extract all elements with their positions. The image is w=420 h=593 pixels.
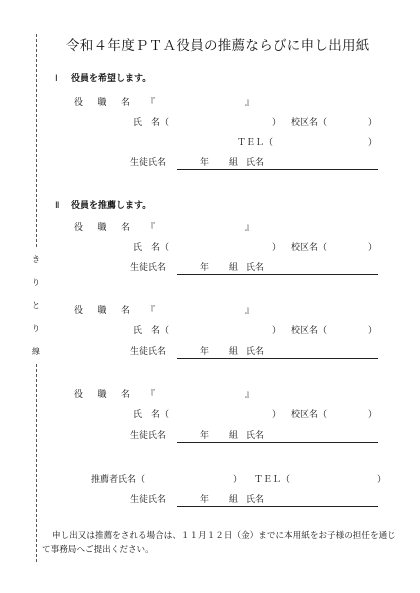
name-label: 氏 名（: [133, 326, 170, 336]
student-name-underline[interactable]: [177, 442, 378, 443]
student-name-label: 生徒氏名: [130, 158, 167, 168]
recommender-name-input[interactable]: [150, 474, 232, 486]
cut-line-char: り: [32, 278, 40, 287]
school-district-input[interactable]: [332, 325, 368, 337]
role-label: 役 職 名: [74, 390, 130, 400]
section-1-number: Ⅰ: [55, 74, 58, 84]
year-label: 年: [200, 431, 210, 441]
name-close: ）: [272, 326, 282, 336]
role-label: 役 職 名: [74, 306, 130, 316]
school-district-close: ）: [368, 326, 378, 336]
name-input[interactable]: [130, 242, 275, 254]
name-close: ）: [272, 118, 282, 128]
name-label: 氏 名（: [133, 243, 170, 253]
recommender-class-label: 組: [229, 495, 239, 505]
year-label: 年: [200, 263, 210, 273]
student-name-underline[interactable]: [177, 169, 378, 170]
student-name-label: 生徒氏名: [130, 431, 167, 441]
cut-line-label: [30, 248, 42, 363]
student-name-label-short: 氏名: [246, 158, 265, 168]
tel-label: ＴＥＬ（: [237, 138, 274, 148]
recommender-student-label: 生徒氏名: [130, 495, 167, 505]
student-name-label-short: 氏名: [246, 431, 265, 441]
name-input[interactable]: [130, 325, 275, 337]
recommender-tel-close: ）: [377, 475, 387, 485]
class-label: 組: [229, 158, 239, 168]
recommender-year-label: 年: [200, 495, 210, 505]
year-label: 年: [200, 158, 210, 168]
recommender-tel-input[interactable]: [302, 474, 376, 486]
role-input[interactable]: 『 』: [146, 98, 255, 108]
school-district-close: ）: [368, 118, 378, 128]
school-district-input[interactable]: [332, 242, 368, 254]
cut-line-char: 線: [32, 347, 40, 356]
submission-note: 申し出又は推薦をされる場合は、１１月１２日（金）までに本用紙をお子様の担任を通じて事務局へご提出ください。: [42, 531, 396, 555]
name-close: ）: [272, 410, 282, 420]
section-2-number: Ⅱ: [55, 201, 60, 211]
class-label: 組: [229, 347, 239, 357]
recommender-name-label: 推薦者氏名（: [91, 475, 146, 485]
recommender-name-close: ）: [233, 475, 243, 485]
student-name-label: 生徒氏名: [130, 347, 167, 357]
role-label: 役 職 名: [74, 98, 130, 108]
name-label: 氏 名（: [133, 118, 170, 128]
cut-line-char: と: [32, 301, 40, 310]
school-district-label: 校区名（: [291, 243, 328, 253]
school-district-label: 校区名（: [291, 118, 328, 128]
recommender-student-underline[interactable]: [177, 506, 378, 507]
student-name-underline[interactable]: [177, 358, 378, 359]
school-district-close: ）: [368, 410, 378, 420]
school-district-close: ）: [368, 243, 378, 253]
school-district-input[interactable]: [332, 409, 368, 421]
role-input[interactable]: 『 』: [146, 390, 255, 400]
student-name-label: 生徒氏名: [130, 263, 167, 273]
tel-close: ）: [368, 138, 378, 148]
school-district-label: 校区名（: [291, 326, 328, 336]
role-input[interactable]: 『 』: [146, 223, 255, 233]
school-district-input[interactable]: [332, 117, 368, 129]
recommender-tel-label: ＴＥＬ（: [254, 475, 291, 485]
school-district-label: 校区名（: [291, 410, 328, 420]
student-name-label-short: 氏名: [246, 347, 265, 357]
section-2-heading-text: 役員を推薦します。: [71, 201, 152, 211]
recommender-student-name-label: 氏名: [246, 495, 265, 505]
name-input[interactable]: [130, 409, 275, 421]
tel-input[interactable]: [284, 137, 368, 149]
name-label: 氏 名（: [133, 410, 170, 420]
name-input[interactable]: [130, 117, 275, 129]
document-title: 令和４年度ＰＴＡ役員の推薦ならびに申し出用紙: [66, 38, 370, 54]
name-close: ）: [272, 243, 282, 253]
section-1-heading: [55, 73, 151, 85]
section-2-heading: [55, 200, 151, 212]
year-label: 年: [200, 347, 210, 357]
class-label: 組: [229, 263, 239, 273]
section-1-heading-text: 役員を希望します。: [71, 74, 152, 84]
student-name-underline[interactable]: [177, 274, 378, 275]
role-label: 役 職 名: [74, 223, 130, 233]
role-input[interactable]: 『 』: [146, 306, 255, 316]
student-name-label-short: 氏名: [246, 263, 265, 273]
cut-line-char: り: [32, 324, 40, 333]
class-label: 組: [229, 431, 239, 441]
cut-line-char: き: [32, 255, 40, 264]
